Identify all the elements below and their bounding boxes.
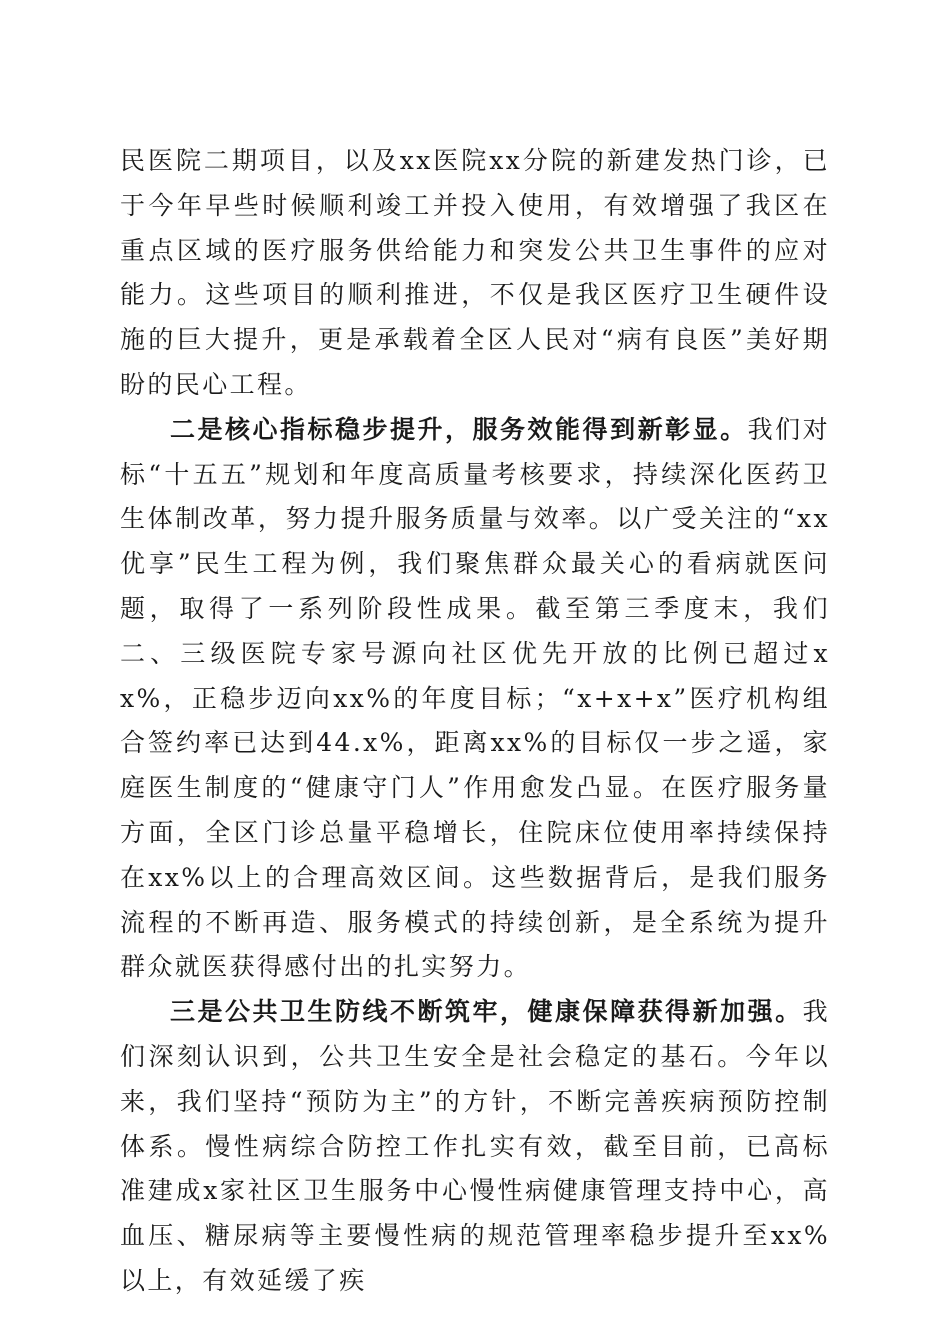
paragraph-1-text: 民医院二期项目，以及xx医院xx分院的新建发热门诊，已于今年早些时候顺利竣工并投入使用，有效增强了我区在重点区域的医疗服务供给能力和突发公共卫生事件的应对能力。这些项目的顺利推进，不仅是我区医疗卫生硬件设施的巨大提升，更是承载着全区人民对“病有良医”美好期盼的民心工程。 xyxy=(120,146,830,399)
document-page xyxy=(120,139,830,1304)
paragraph-3-text: 我们深刻认识到，公共卫生安全是社会稳定的基石。今年以来，我们坚持“预防为主”的方针，不断完善疾病预防控制体系。慢性病综合防控工作扎实有效，截至目前，已高标准建成x家社区卫生服务中心慢性病健康管理支持中心，高血压、糖尿病等主要慢性病的规范管理率稳步提升至xx%以上，有效延缓了疾 xyxy=(120,997,830,1295)
paragraph-2-text: 我们对标“十五五”规划和年度高质量考核要求，持续深化医药卫生体制改革，努力提升服务质量与效率。以广受关注的“xx优享”民生工程为例，我们聚焦群众最关心的看病就医问题，取得了一系列阶段性成果。截至第三季度末，我们二、三级医院专家号源向社区优先开放的比例已超过xx%，正稳步迈向xx%的年度目标；“x+x+x”医疗机构组合签约率已达到44.x%，距离xx%的目标仅一步之遥，家庭医生制度的“健康守门人”作用愈发凸显。在医疗服务量方面，全区门诊总量平稳增长，住院床位使用率持续保持在xx%以上的合理高效区间。这些数据背后，是我们服务流程的不断再造、服务模式的持续创新，是全系统为提升群众就医获得感付出的扎实努力。 xyxy=(120,414,831,982)
paragraph-2 xyxy=(120,408,830,990)
paragraph-1 xyxy=(120,139,830,408)
paragraph-3-heading: 三是公共卫生防线不断筑牢，健康保障获得新加强。 xyxy=(170,997,803,1027)
paragraph-3 xyxy=(120,990,830,1304)
paragraph-2-heading: 二是核心指标稳步提升，服务效能得到新彰显。 xyxy=(170,414,748,444)
